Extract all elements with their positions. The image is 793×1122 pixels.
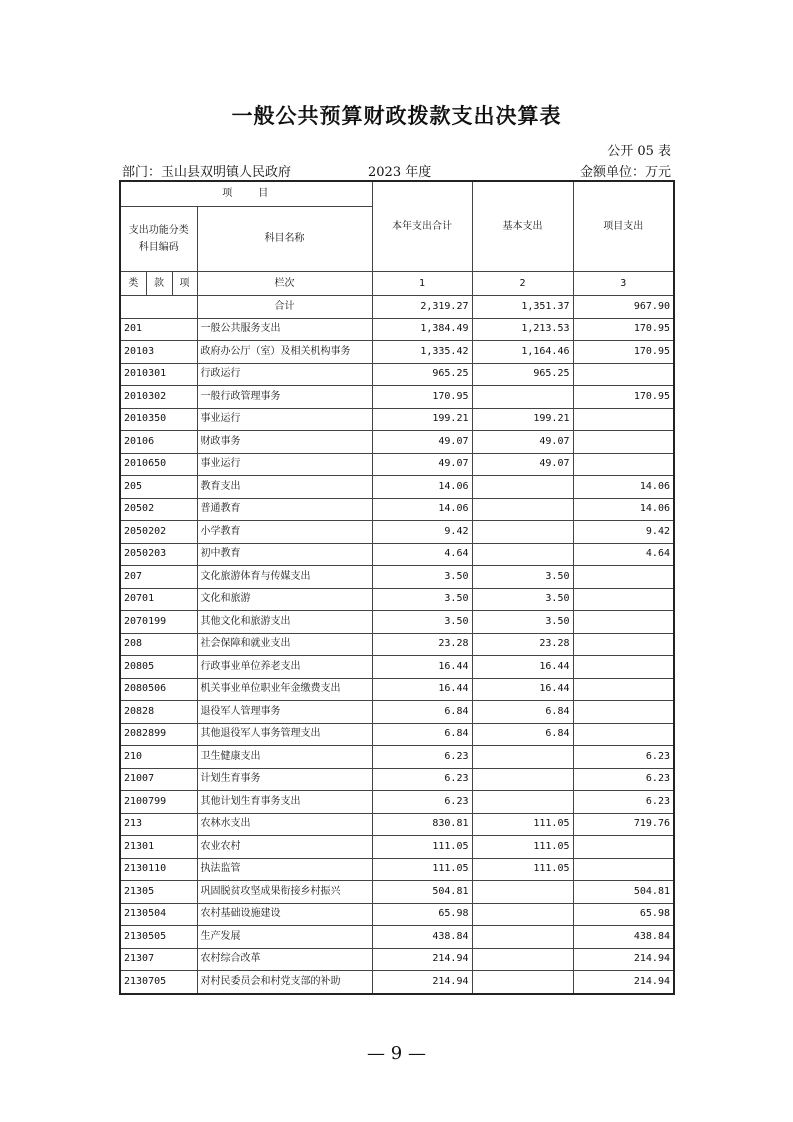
row-total: 9.42 [372,521,472,544]
row-basic [472,948,573,971]
row-name: 文化和旅游 [197,588,372,611]
row-total: 504.81 [372,881,472,904]
row-code: 2130504 [120,903,197,926]
row-basic [472,498,573,521]
table-row [120,566,674,589]
row-total: 214.94 [372,948,472,971]
row-basic: 3.50 [472,588,573,611]
table-row [120,543,674,566]
table-row [120,701,674,724]
amount-unit: 金额单位：万元 [579,165,671,180]
row-name: 事业运行 [197,408,372,431]
table-row [120,431,674,454]
table-row [120,723,674,746]
row-basic [472,768,573,791]
row-project: 6.23 [573,768,674,791]
table-row [120,903,674,926]
header-code: 支出功能分类科目编码 [120,207,197,272]
row-name: 一般公共服务支出 [197,318,372,341]
row-name: 卫生健康支出 [197,746,372,769]
row-project: 4.64 [573,543,674,566]
row-name: 农村综合改革 [197,948,372,971]
table-row [120,768,674,791]
row-name: 文化旅游体育与传媒支出 [197,566,372,589]
row-project [573,701,674,724]
row-name: 行政运行 [197,363,372,386]
row-project: 719.76 [573,813,674,836]
table-row [120,813,674,836]
header-project: 项目支出 [573,181,674,272]
row-project: 214.94 [573,971,674,994]
row-code: 20701 [120,588,197,611]
row-basic: 16.44 [472,656,573,679]
row-name: 政府办公厅（室）及相关机构事务 [197,341,372,364]
table-row [120,498,674,521]
row-name: 机关事业单位职业年金缴费支出 [197,678,372,701]
row-project: 504.81 [573,881,674,904]
row-code: 207 [120,566,197,589]
row-total: 4.64 [372,543,472,566]
table-row [120,341,674,364]
row-project [573,408,674,431]
row-code: 2100799 [120,791,197,814]
row-project: 170.95 [573,318,674,341]
expenditure-table [119,180,675,995]
row-code: 20106 [120,431,197,454]
page-number: — 9 — [367,1043,426,1064]
row-project [573,656,674,679]
row-project [573,611,674,634]
row-project [573,431,674,454]
row-project: 170.95 [573,386,674,409]
row-project [573,836,674,859]
table-row [120,948,674,971]
table-row [120,791,674,814]
row-name: 执法监管 [197,858,372,881]
row-code: 2070199 [120,611,197,634]
row-project: 65.98 [573,903,674,926]
row-project [573,588,674,611]
row-basic [472,521,573,544]
table-body [120,318,674,994]
table-row [120,836,674,859]
row-basic: 3.50 [472,611,573,634]
row-basic [472,881,573,904]
row-basic: 16.44 [472,678,573,701]
row-basic: 1,213.53 [472,318,573,341]
row-project [573,678,674,701]
row-project [573,633,674,656]
header-kuan: 款 [146,272,172,296]
row-basic: 1,164.46 [472,341,573,364]
row-code: 20103 [120,341,197,364]
sum-project: 967.90 [573,296,674,319]
table-row [120,746,674,769]
header-name: 科目名称 [197,207,372,272]
row-total: 1,335.42 [372,341,472,364]
row-code: 2050203 [120,543,197,566]
row-name: 教育支出 [197,476,372,499]
header-lei: 类 [120,272,146,296]
form-number: 公开 05 表 [607,144,671,159]
row-code: 205 [120,476,197,499]
column-index-row [120,272,674,296]
row-name: 计划生育事务 [197,768,372,791]
row-total: 6.23 [372,768,472,791]
row-project: 170.95 [573,341,674,364]
department-label: 部门：玉山县双明镇人民政府 [122,165,292,180]
row-basic: 111.05 [472,858,573,881]
row-code: 2010650 [120,453,197,476]
row-name: 小学教育 [197,521,372,544]
row-basic [472,476,573,499]
col-index-1: 1 [372,272,472,296]
sum-total: 2,319.27 [372,296,472,319]
row-name: 其他文化和旅游支出 [197,611,372,634]
row-name: 其他退役军人事务管理支出 [197,723,372,746]
row-code: 2010302 [120,386,197,409]
row-total: 111.05 [372,858,472,881]
sum-label: 合计 [197,296,372,319]
row-project [573,566,674,589]
row-code: 21305 [120,881,197,904]
row-code: 2050202 [120,521,197,544]
row-project: 14.06 [573,498,674,521]
row-total: 23.28 [372,633,472,656]
row-code: 201 [120,318,197,341]
table-row [120,656,674,679]
col-index-2: 2 [472,272,573,296]
row-basic [472,926,573,949]
row-basic: 965.25 [472,363,573,386]
row-name: 对村民委员会和村党支部的补助 [197,971,372,994]
row-name: 社会保障和就业支出 [197,633,372,656]
row-index-label: 栏次 [197,272,372,296]
row-code: 21007 [120,768,197,791]
row-total: 214.94 [372,971,472,994]
row-name: 一般行政管理事务 [197,386,372,409]
row-basic [472,971,573,994]
row-total: 14.06 [372,476,472,499]
row-code: 213 [120,813,197,836]
row-code: 2010350 [120,408,197,431]
row-code: 21301 [120,836,197,859]
row-name: 生产发展 [197,926,372,949]
row-basic: 3.50 [472,566,573,589]
table-row [120,363,674,386]
row-code: 20828 [120,701,197,724]
table-row [120,476,674,499]
table-row [120,521,674,544]
row-code: 208 [120,633,197,656]
row-name: 农业农村 [197,836,372,859]
row-code: 20805 [120,656,197,679]
row-name: 农村基础设施建设 [197,903,372,926]
col-index-3: 3 [573,272,674,296]
row-total: 3.50 [372,566,472,589]
row-project: 438.84 [573,926,674,949]
row-total: 16.44 [372,656,472,679]
row-name: 巩固脱贫攻坚成果衔接乡村振兴 [197,881,372,904]
row-basic: 6.84 [472,723,573,746]
table-row [120,588,674,611]
table-row [120,971,674,994]
row-project [573,363,674,386]
row-project: 6.23 [573,746,674,769]
row-code: 2010301 [120,363,197,386]
row-total: 438.84 [372,926,472,949]
row-code: 20502 [120,498,197,521]
row-name: 农林水支出 [197,813,372,836]
row-basic [472,543,573,566]
row-total: 6.84 [372,723,472,746]
row-total: 1,384.49 [372,318,472,341]
row-code: 2130110 [120,858,197,881]
row-total: 3.50 [372,588,472,611]
row-code: 2130505 [120,926,197,949]
row-project [573,858,674,881]
row-basic: 23.28 [472,633,573,656]
row-total: 3.50 [372,611,472,634]
table-row [120,926,674,949]
row-name: 其他计划生育事务支出 [197,791,372,814]
sum-basic: 1,351.37 [472,296,573,319]
row-name: 事业运行 [197,453,372,476]
row-code: 21307 [120,948,197,971]
row-total: 965.25 [372,363,472,386]
row-basic [472,386,573,409]
row-basic: 49.07 [472,431,573,454]
row-project: 9.42 [573,521,674,544]
row-total: 65.98 [372,903,472,926]
table-row [120,881,674,904]
row-total: 16.44 [372,678,472,701]
sum-code-blank [120,296,197,319]
table-row [120,408,674,431]
table-row [120,386,674,409]
header-basic: 基本支出 [472,181,573,272]
row-total: 111.05 [372,836,472,859]
row-project: 214.94 [573,948,674,971]
row-total: 199.21 [372,408,472,431]
header-item: 项 目 [120,181,372,207]
table-row [120,611,674,634]
row-total: 830.81 [372,813,472,836]
row-basic: 111.05 [472,836,573,859]
row-name: 行政事业单位养老支出 [197,656,372,679]
row-name: 初中教育 [197,543,372,566]
row-basic [472,903,573,926]
row-basic [472,791,573,814]
row-total: 6.23 [372,746,472,769]
row-total: 49.07 [372,431,472,454]
row-basic [472,746,573,769]
row-total: 170.95 [372,386,472,409]
row-total: 6.84 [372,701,472,724]
header-total: 本年支出合计 [372,181,472,272]
table-row [120,678,674,701]
row-basic: 111.05 [472,813,573,836]
sum-row [120,296,674,319]
table-row [120,453,674,476]
row-code: 210 [120,746,197,769]
table-row [120,633,674,656]
row-total: 6.23 [372,791,472,814]
row-basic: 6.84 [472,701,573,724]
row-name: 普通教育 [197,498,372,521]
row-project: 14.06 [573,476,674,499]
fiscal-year: 2023 年度 [368,165,432,180]
row-code: 2082899 [120,723,197,746]
row-name: 退役军人管理事务 [197,701,372,724]
table-row [120,318,674,341]
row-basic: 49.07 [472,453,573,476]
row-project [573,723,674,746]
row-code: 2080506 [120,678,197,701]
row-code: 2130705 [120,971,197,994]
row-name: 财政事务 [197,431,372,454]
row-project: 6.23 [573,791,674,814]
row-basic: 199.21 [472,408,573,431]
table-row [120,858,674,881]
row-project [573,453,674,476]
row-total: 14.06 [372,498,472,521]
header-xiang: 项 [172,272,197,296]
page-title: 一般公共预算财政拨款支出决算表 [231,104,562,128]
row-total: 49.07 [372,453,472,476]
